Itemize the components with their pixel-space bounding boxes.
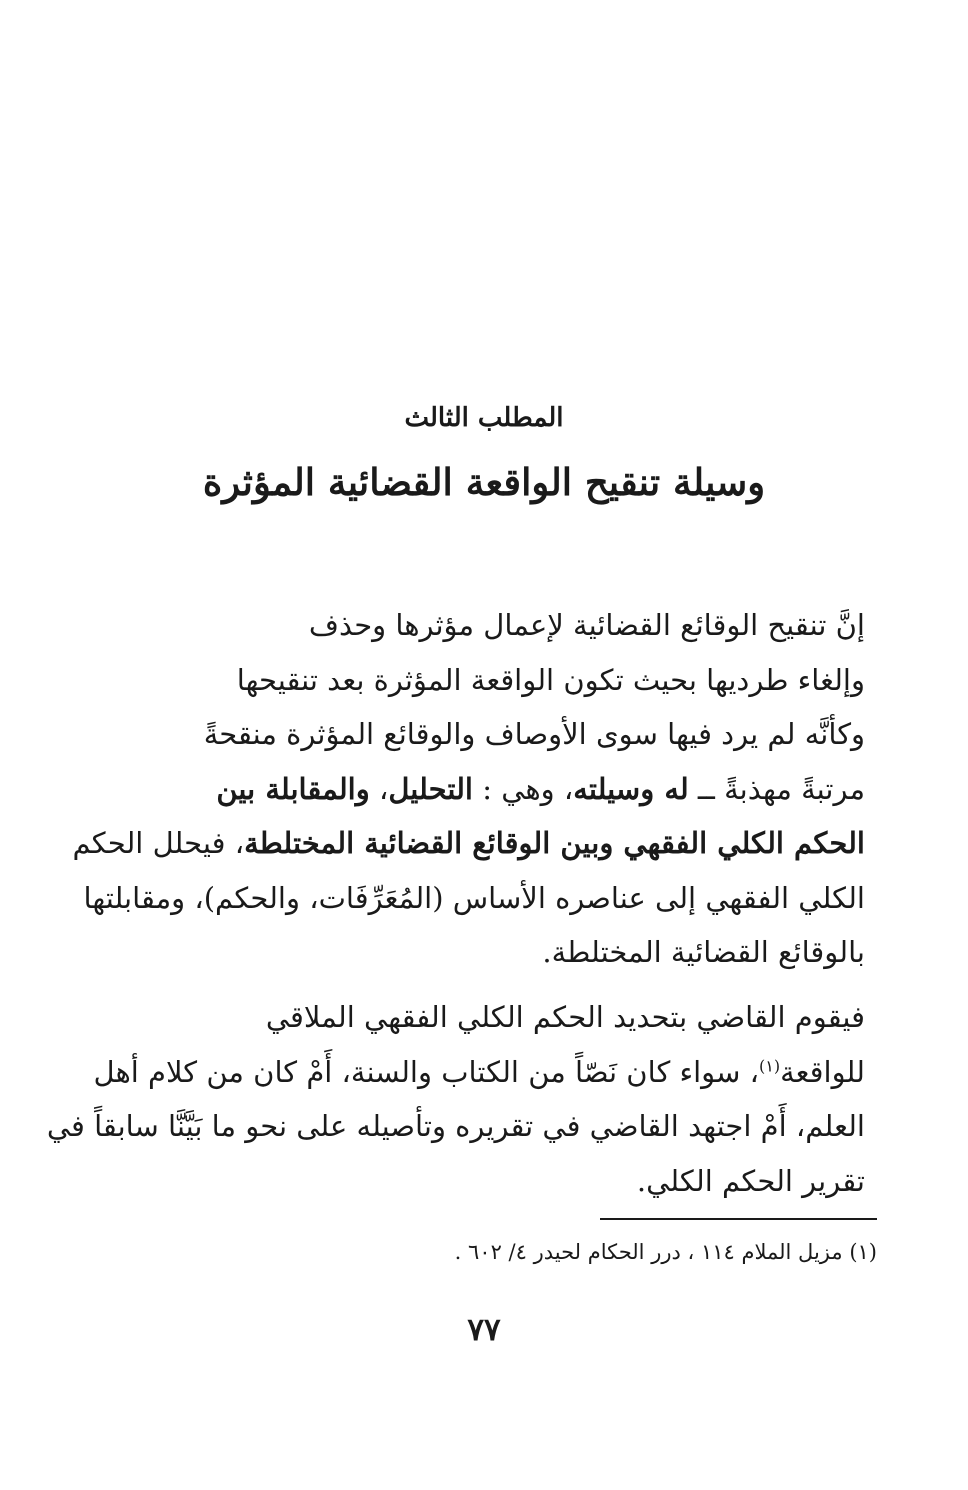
footnote: (١) مزيل الملام ١١٤ ، درر الحكام لحيدر ٤/ ٦٠٢ . (454, 1240, 877, 1264)
paragraph-1 (72, 598, 865, 980)
text-run: ، فيحلل الحكم (72, 826, 245, 860)
paragraph-line (145, 762, 865, 817)
text-run: مرتبةً مهذبةً ــ (688, 771, 865, 806)
paragraph-line: وكأنَّه لم يرد فيها سوى الأوصاف والوقائع المؤثرة منقحةً (203, 717, 865, 751)
page-number: ٧٧ (467, 1312, 501, 1348)
paragraph-line: وإلغاء طرديها بحيث تكون الواقعة المؤثرة بعد تنقيحها (236, 662, 865, 697)
section-title: وسيلة تنقيح الواقعة القضائية المؤثرة (202, 460, 766, 504)
paragraph-line (93, 1045, 865, 1100)
bold-term: والمقابلة بين (216, 771, 370, 806)
footnote-reference[interactable]: (١) (759, 1055, 781, 1075)
paragraph-line (72, 816, 865, 871)
bold-term: الحكم الكلي الفقهي وبين الوقائع القضائية المختلطة (244, 826, 865, 860)
section-label: المطلب الثالث (404, 403, 564, 433)
text-run: للواقعة (780, 1054, 865, 1089)
text-run: ، وهي : (473, 771, 574, 806)
paragraph-line: إنَّ تنقيح الوقائع القضائية لإعمال مؤثرها وحذف (308, 608, 865, 642)
footnote-divider (600, 1218, 877, 1220)
paragraph-line: تقرير الحكم الكلي. (636, 1163, 865, 1198)
text-run: ، سواء كان نَصّاً من الكتاب والسنة، أَمْ كان من كلام أهل (93, 1054, 760, 1089)
text-run: ، (369, 771, 389, 806)
paragraph-line: العلم، أَمْ اجتهد القاضي في تقريره وتأصيله على نحو ما بَيَّنَّا سابقاً في (46, 1109, 865, 1143)
bold-term: التحليل (388, 771, 473, 806)
bold-term: له وسيلته (573, 771, 689, 806)
paragraph-2 (46, 990, 865, 1208)
paragraph-line: الكلي الفقهي إلى عناصره الأساس (المُعَرِّفَات، والحكم)، ومقابلتها (83, 880, 865, 915)
paragraph-line: بالوقائع القضائية المختلطة. (542, 935, 865, 969)
paragraph-line: فيقوم القاضي بتحديد الحكم الكلي الفقهي الملاقي (265, 1000, 865, 1034)
